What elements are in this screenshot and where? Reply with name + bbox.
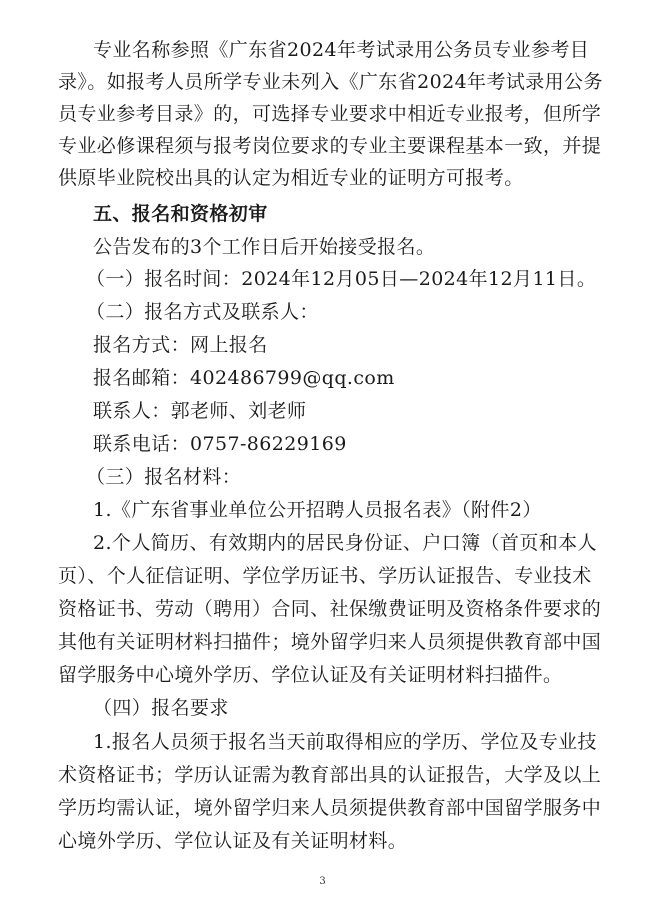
body-text-line: 录》。如报考人员所学专业未列入《广东省2024年考试录用公务	[58, 71, 603, 93]
body-text-line: 专业名称参照《广东省2024年考试录用公务员专业参考目	[93, 39, 590, 61]
body-text-line: 学历均需认证，境外留学归来人员须提供教育部中国留学服务中	[58, 797, 602, 819]
body-text-line: 专业必修课程须与报考岗位要求的专业主要课程基本一致，并提	[58, 135, 602, 157]
contact-person: 联系人：郭老师、刘老师	[93, 400, 307, 422]
body-text-line: 其他有关证明材料扫描件；境外留学归来人员须提供教育部中国	[58, 631, 602, 653]
body-text-line: 术资格证书；学历认证需为教育部出具的认证报告，大学及以上	[58, 764, 602, 786]
body-text-line: 供原毕业院校出具的认定为相近专业的证明方可报考。	[58, 167, 524, 189]
subsection-heading: （三）报名材料：	[86, 466, 242, 488]
contact-email: 报名邮箱：402486799@qq.com	[93, 367, 395, 389]
section-heading: 五、报名和资格初审	[93, 203, 268, 225]
contact-phone: 联系电话：0757-86229169	[93, 433, 347, 455]
body-text-line: 2.个人简历、有效期内的居民身份证、户口簿（首页和本人	[93, 532, 597, 554]
body-text-line: 员专业参考目录》的，可选择专业要求中相近专业报考，但所学	[58, 103, 602, 125]
subsection-heading: （四）报名要求	[93, 697, 229, 719]
body-text-line: 1.《广东省事业单位公开招聘人员报名表》（附件2）	[93, 499, 542, 521]
body-text-line: 心境外学历、学位认证及有关证明材料。	[58, 830, 408, 852]
subsection-heading: （二）报名方式及联系人：	[86, 301, 319, 323]
body-text-line: 公告发布的3个工作日后开始接受报名。	[93, 236, 436, 258]
page-number: 3	[319, 876, 326, 887]
body-text-line: 页）、个人征信证明、学位学历证书、学历认证报告、专业技术	[58, 565, 592, 587]
subsection-heading: （一）报名时间：2024年12月05日—2024年12月11日。	[86, 268, 597, 290]
body-text-line: 报名方式：网上报名	[93, 334, 268, 356]
body-text-line: 资格证书、劳动（聘用）合同、社保缴费证明及资格条件要求的	[58, 598, 602, 620]
body-text-line: 1.报名人员须于报名当天前取得相应的学历、学位及专业技	[93, 731, 597, 753]
body-text-line: 留学服务中心境外学历、学位认证及有关证明材料扫描件。	[58, 664, 563, 686]
